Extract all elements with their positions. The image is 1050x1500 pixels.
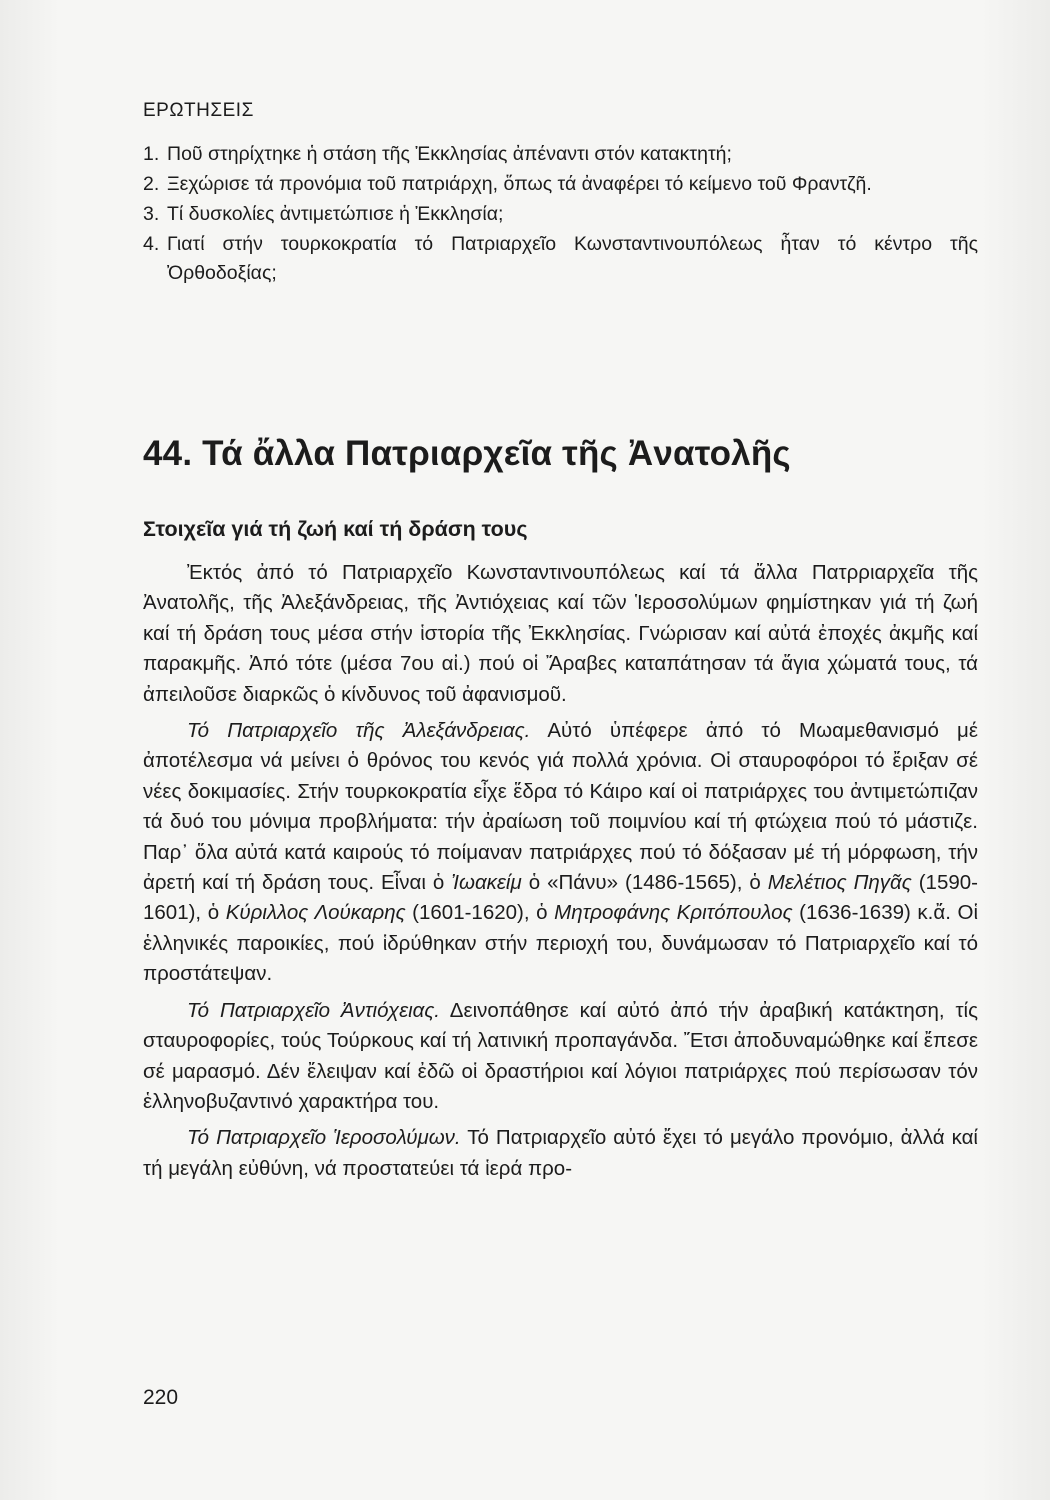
question-text: Τί δυσκολίες ἀντιμετώπισε ἡ Ἐκκλησία;: [167, 203, 504, 225]
patriarch-name: Μελέτιος Πηγᾶς: [767, 871, 912, 895]
question-number: 4.: [143, 233, 160, 255]
subsection-title: Στοιχεῖα γιά τή ζωή καί τή δράση τους: [143, 517, 528, 541]
paragraph-text: ὁ «Πάνυ» (1486-1565), ὁ: [521, 871, 768, 895]
paragraph-alexandria: [143, 716, 978, 990]
question-item: [143, 200, 978, 229]
questions-list: [143, 140, 978, 289]
question-text: Ποῦ στηρίχτηκε ἡ στάση τῆς Ἐκκλησίας ἀπέναντι στόν κατακτητή;: [167, 143, 732, 165]
paragraph-text: (1636-1639) κ.ἄ. Οἱ ἑλληνικές παροικίες, πού ἱδρύθηκαν στήν περιοχή του, δυνάμωσαν τό Πατριαρχεῖο καί τό προστάτεψαν.: [143, 901, 978, 986]
paragraph-lead: Τό Πατριαρχεῖο Ἀντιόχειας.: [187, 998, 440, 1022]
paragraph-text: Τό Πατριαρχεῖο αὐτό ἔχει τό μεγάλο προνόμιο, ἀλλά καί τή μεγάλη εὐθύνη, νά προστατεύει τά ἱερά προ-: [143, 1126, 978, 1180]
questions-heading: ΕΡΩΤΗΣΕΙΣ: [143, 100, 254, 121]
question-text: Γιατί στήν τουρκοκρατία τό Πατριαρχεῖο Κωνσταντινουπόλεως ἦταν τό κέντρο τῆς Ὀρθοδοξίας;: [167, 233, 978, 284]
question-text: Ξεχώρισε τά προνόμια τοῦ πατριάρχη, ὅπως τά ἀναφέρει τό κείμενο τοῦ Φραντζῆ.: [167, 173, 872, 195]
question-number: 2.: [143, 173, 160, 195]
question-item: [143, 170, 978, 199]
paragraph-jerusalem: [143, 1123, 978, 1184]
question-number: 1.: [143, 143, 160, 165]
patriarch-name: Κύριλλος Λούκαρης: [225, 901, 406, 925]
paragraph-antioch: [143, 996, 978, 1118]
page-number: 220: [143, 1386, 179, 1409]
paragraph-lead: Τό Πατριαρχεῖο τῆς Ἀλεξάνδρειας.: [187, 719, 531, 743]
paragraph-text: (1590-1601), ὁ: [143, 871, 978, 925]
patriarch-name: Μητροφάνης Κριτόπουλος: [554, 901, 793, 925]
paragraph-text: Αὐτό ὑπέφερε ἀπό τό Μωαμεθανισμό μέ ἀποτέλεσμα νά μείνει ὁ θρόνος του κενός γιά πολλά χρόνια. Οἱ σταυροφόροι τό ἔριξαν σέ νέες δοκιμασίες. Στήν τουρκοκρατία εἶχε ἕδρα τό Κάιρο καί οἱ πατριάρχες του ἀντιμετώπιζαν τά δυό του μόνιμα προβλήματα: τήν ἀραίωση τοῦ ποιμνίου καί τή φτώχεια πού τό μάστιζε. Παρ᾽ ὅλα αὐτά κατά καιρούς τό ποίμαναν πατριάρχες πού τό δόξασαν μέ τή μόρφωση, τήν ἀρετή καί τή δράση τους. Εἶναι ὁ: [143, 719, 978, 895]
paragraph-text: Δεινοπάθησε καί αὐτό ἀπό τήν ἀραβική κατάκτηση, τίς σταυροφορίες, τούς Τούρκους καί τή λατινική προπαγάνδα. Ἔτσι ἀποδυναμώθηκε καί ἔπεσε σέ μαρασμό. Δέν ἔλειψαν καί ἐδῶ οἱ δραστήριοι καί λόγιοι πατριάρχες πού περίσωσαν τόν ἑλληνοβυζαντινό χαρακτήρα του.: [143, 998, 978, 1113]
body-text: [143, 558, 978, 1190]
paragraph-intro: Ἐκτός ἀπό τό Πατριαρχεῖο Κωνσταντινουπόλεως καί τά ἄλλα Πατρριαρχεῖα τῆς Ἀνατολῆς, τῆς Ἀλεξάνδρειας, τῆς Ἀντιόχειας καί τῶν Ἱεροσολύμων φημίστηκαν γιά τή ζωή καί τή δράση τους μέσα στήν ἱστορία τῆς Ἐκκλησίας. Γνώρισαν καί αὐτά ἐποχές ἀκμῆς καί παρακμῆς. Ἀπό τότε (μέσα 7ου αἰ.) πού οἱ Ἄραβες καταπάτησαν τά ἅγια χώματά τους, τά ἀπειλοῦσε διαρκῶς ὁ κίνδυνος τοῦ ἀφανισμοῦ.: [143, 561, 978, 706]
question-item: [143, 140, 978, 169]
question-number: 3.: [143, 203, 160, 225]
paragraph-text: (1601-1620), ὁ: [405, 901, 555, 925]
question-item: [143, 230, 978, 288]
paragraph-lead: Τό Πατριαρχεῖο Ἱεροσολύμων.: [187, 1126, 461, 1150]
patriarch-name: Ἰωακείμ: [451, 871, 522, 895]
section-title: 44. Τά ἄλλα Πατριαρχεῖα τῆς Ἀνατολῆς: [143, 434, 791, 473]
